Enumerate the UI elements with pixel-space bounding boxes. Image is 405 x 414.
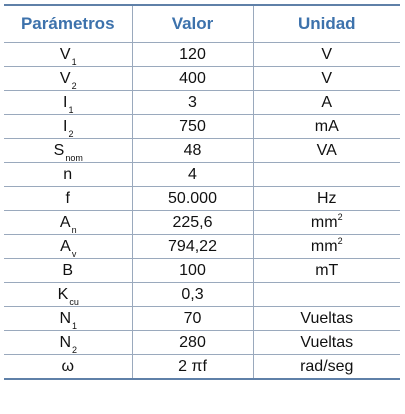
value-cell: 3 xyxy=(132,91,253,115)
value-cell: 48 xyxy=(132,139,253,163)
parameter-cell xyxy=(4,187,132,211)
unit-text: Vueltas xyxy=(300,309,354,327)
parameter-symbol: V xyxy=(59,69,71,87)
parameter-cell xyxy=(4,67,132,91)
parameter-cell xyxy=(4,283,132,307)
value-cell: 4 xyxy=(132,163,253,187)
value-cell: 794,22 xyxy=(132,235,253,259)
unit-cell xyxy=(253,283,400,307)
unit-cell xyxy=(253,139,400,163)
unit-cell xyxy=(253,355,400,380)
unit-text: A xyxy=(321,93,333,111)
unit-text: mT xyxy=(315,261,339,279)
table-row xyxy=(4,283,400,307)
unit-cell xyxy=(253,331,400,355)
table-body xyxy=(4,43,400,380)
table-row xyxy=(4,67,400,91)
unit-cell xyxy=(253,259,400,283)
parameter-subscript: n xyxy=(71,224,77,235)
header-valor: Valor xyxy=(132,5,253,43)
value-cell: 120 xyxy=(132,43,253,67)
table-row xyxy=(4,139,400,163)
value-cell: 2 πf xyxy=(132,355,253,380)
parameter-cell xyxy=(4,331,132,355)
unit-text: mA xyxy=(314,117,339,135)
parameter-symbol: A xyxy=(59,213,71,231)
parameter-cell xyxy=(4,43,132,67)
unit-cell xyxy=(253,43,400,67)
header-unidad: Unidad xyxy=(253,5,400,43)
table-row xyxy=(4,115,400,139)
parameter-symbol: K xyxy=(57,285,69,303)
header-row xyxy=(4,5,400,43)
parameter-cell xyxy=(4,259,132,283)
table-row xyxy=(4,187,400,211)
unit-cell xyxy=(253,235,400,259)
table-row xyxy=(4,331,400,355)
unit-text: V xyxy=(321,45,333,63)
value-cell: 50.000 xyxy=(132,187,253,211)
parameter-cell xyxy=(4,115,132,139)
unit-text: VA xyxy=(316,141,337,159)
parameter-symbol: ω xyxy=(61,357,74,375)
value-cell: 0,3 xyxy=(132,283,253,307)
parameter-subscript: cu xyxy=(69,296,79,307)
unit-text: Hz xyxy=(316,189,337,207)
parameter-cell xyxy=(4,139,132,163)
parameter-subscript: 1 xyxy=(71,56,77,67)
parameter-symbol: f xyxy=(65,189,70,207)
parameter-symbol: S xyxy=(53,141,65,159)
table-row xyxy=(4,43,400,67)
parameter-subscript: nom xyxy=(65,152,83,163)
parameter-cell xyxy=(4,163,132,187)
table-row xyxy=(4,235,400,259)
value-cell: 750 xyxy=(132,115,253,139)
parameter-cell xyxy=(4,355,132,380)
table-header xyxy=(4,5,400,43)
parameter-subscript: 2 xyxy=(72,344,78,355)
parameter-subscript: v xyxy=(71,248,77,259)
parameter-symbol: N xyxy=(59,333,72,351)
value-cell: 400 xyxy=(132,67,253,91)
unit-text: V xyxy=(321,69,333,87)
header-parametros: Parámetros xyxy=(4,5,132,43)
parameter-symbol: I xyxy=(63,117,68,135)
table-row xyxy=(4,307,400,331)
unit-text: Vueltas xyxy=(300,333,354,351)
unit-text: rad/seg xyxy=(300,357,354,375)
value-cell: 70 xyxy=(132,307,253,331)
unit-cell xyxy=(253,307,400,331)
parameter-subscript: 2 xyxy=(71,80,77,91)
parameter-symbol: V xyxy=(59,45,71,63)
unit-superscript: 2 xyxy=(337,211,343,222)
parameter-symbol: N xyxy=(59,309,72,327)
parameters-table xyxy=(4,4,400,380)
table-row xyxy=(4,211,400,235)
unit-text: mm xyxy=(310,213,338,231)
unit-cell xyxy=(253,91,400,115)
parameter-symbol: n xyxy=(63,165,73,183)
unit-superscript: 2 xyxy=(337,235,343,246)
unit-cell xyxy=(253,163,400,187)
unit-cell xyxy=(253,211,400,235)
unit-cell xyxy=(253,67,400,91)
table-row xyxy=(4,163,400,187)
parameter-symbol: I xyxy=(63,93,68,111)
unit-cell xyxy=(253,187,400,211)
table-row xyxy=(4,259,400,283)
parameter-subscript: 1 xyxy=(68,104,74,115)
parameter-symbol: A xyxy=(60,237,71,255)
parameter-symbol: B xyxy=(62,261,74,279)
parameter-cell xyxy=(4,91,132,115)
parameter-cell xyxy=(4,307,132,331)
table-row xyxy=(4,355,400,380)
parameter-subscript: 1 xyxy=(72,320,78,331)
unit-text: mm xyxy=(310,237,338,255)
parameter-subscript: 2 xyxy=(68,128,74,139)
unit-cell xyxy=(253,115,400,139)
parameter-cell xyxy=(4,211,132,235)
parameter-cell xyxy=(4,235,132,259)
value-cell: 280 xyxy=(132,331,253,355)
value-cell: 100 xyxy=(132,259,253,283)
value-cell: 225,6 xyxy=(132,211,253,235)
table-row xyxy=(4,91,400,115)
